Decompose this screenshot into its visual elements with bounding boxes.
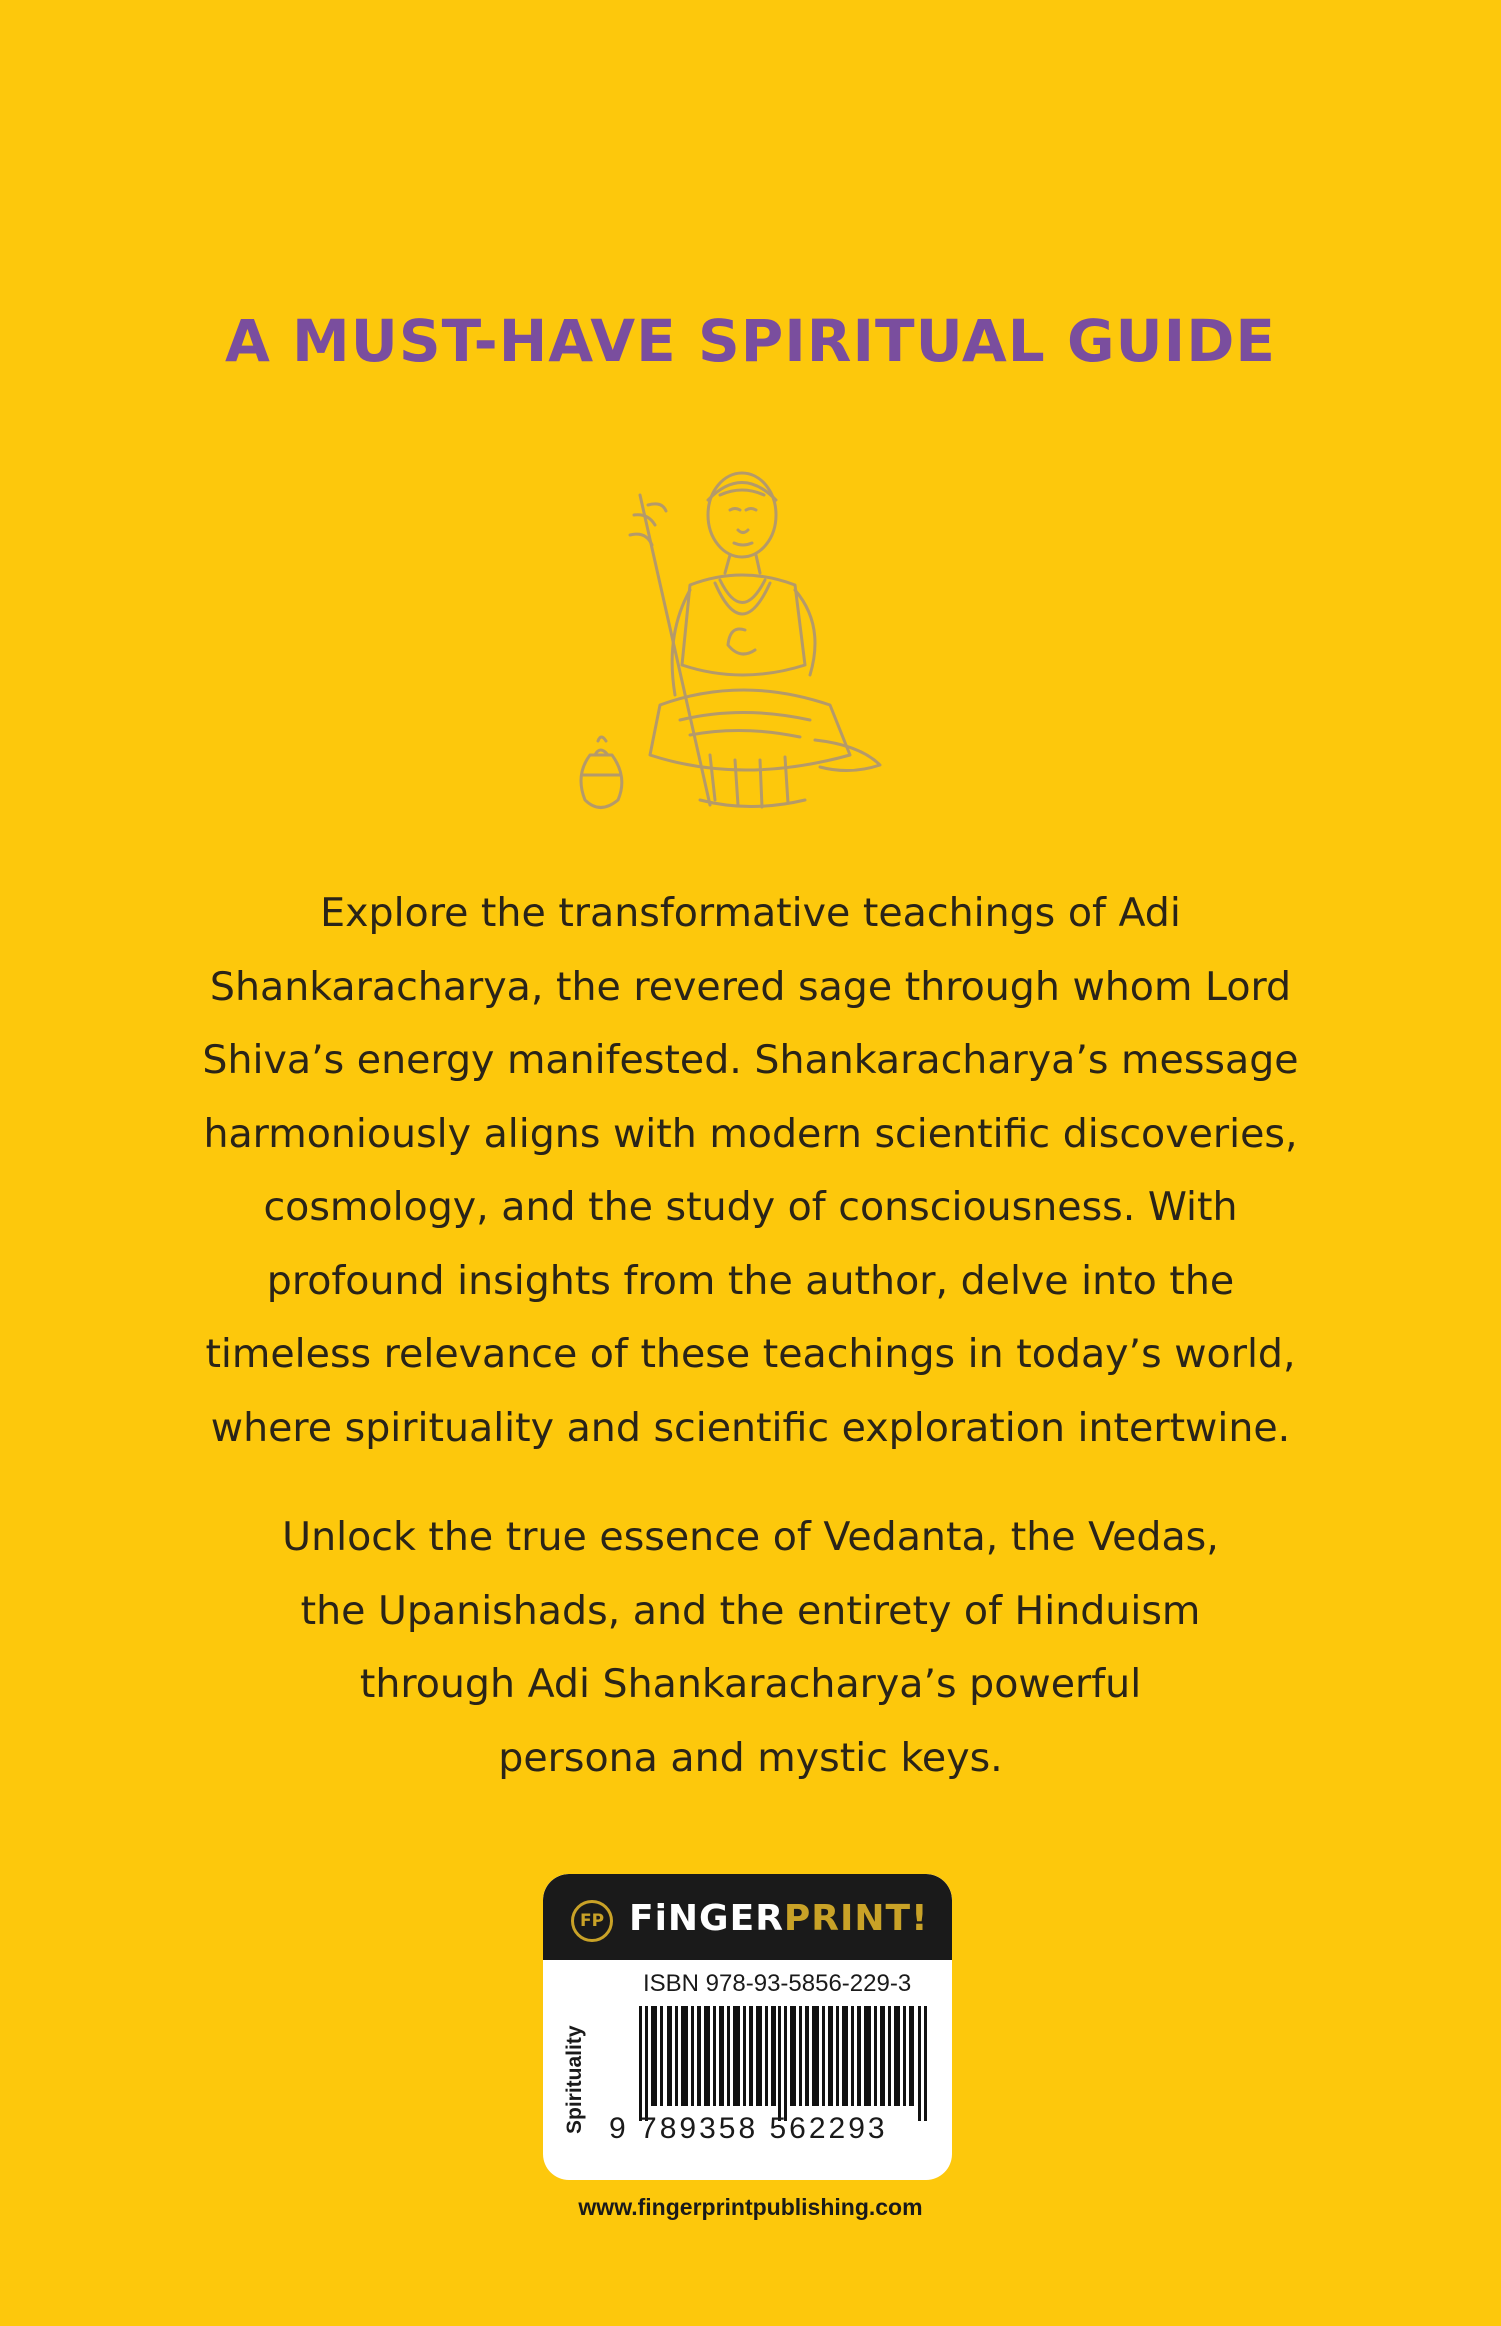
isbn-label: ISBN 978-93-5856-229-3 (643, 1970, 912, 1997)
publisher-logo-text (629, 1896, 929, 1942)
headline: A MUST-HAVE SPIRITUAL GUIDE (224, 307, 1277, 375)
blurb-line: the Upanishads, and the entirety of Hinduism (300, 1587, 1201, 1634)
blurb-line: cosmology, and the study of consciousness. With (263, 1184, 1238, 1230)
barcode-digits: 9 789358 562293 (609, 2112, 888, 2145)
publisher-logo-bar (543, 1874, 952, 1960)
blurb-line: Explore the transformative teachings of Adi (320, 890, 1181, 936)
fingerprint-logo-icon: FP (571, 1900, 613, 1942)
blurb-paragraph-1 (175, 877, 1326, 1465)
blurb-line: Unlock the true essence of Vedanta, the Vedas, (282, 1514, 1219, 1560)
blurb-line: profound insights from the author, delve into the (266, 1257, 1235, 1304)
blurb-line: harmoniously aligns with modern scientific discoveries, (203, 1110, 1298, 1157)
blurb-line: Shiva’s energy manifested. Shankaracharya’s message (202, 1037, 1299, 1083)
logo-text-print: PRINT! (783, 1898, 929, 1939)
blurb-line: through Adi Shankaracharya’s powerful (359, 1661, 1142, 1707)
publisher-website[interactable]: www.fingerprintpublishing.com (578, 2194, 923, 2220)
category-wrap (563, 1984, 593, 2164)
blurb-paragraph-2 (175, 1501, 1326, 1795)
isbn-block (543, 1874, 952, 2180)
blurb-line: where spirituality and scientific exploration intertwine. (210, 1404, 1291, 1451)
seated-sage-illustration-icon (570, 455, 915, 820)
logo-text-finger: FiNGER (629, 1898, 784, 1939)
blurb-line: timeless relevance of these teachings in today’s world, (205, 1331, 1296, 1377)
barcode-icon (639, 2006, 929, 2121)
blurb-line: Shankaracharya, the revered sage through whom Lord (209, 963, 1292, 1010)
category-label: Spirituality (563, 2025, 586, 2134)
blurb-line: persona and mystic keys. (498, 1734, 1003, 1781)
